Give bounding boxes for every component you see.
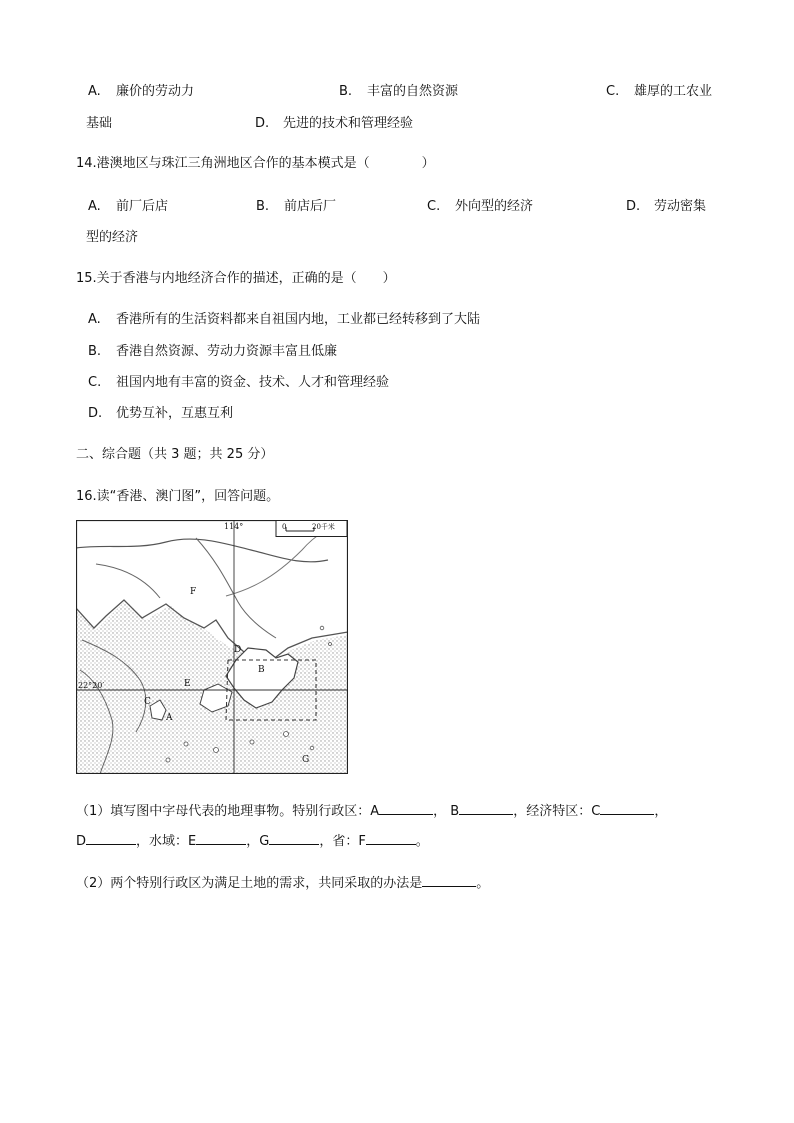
q15-option-c <box>88 374 389 392</box>
q13-option-b <box>339 83 458 101</box>
option-key: B. <box>339 84 353 99</box>
answer-blank-g[interactable] <box>269 831 319 845</box>
answer-blank-c[interactable] <box>600 801 654 815</box>
map-label-e: E <box>184 679 191 689</box>
q14-option-d-continued: 型的经济 <box>86 230 139 245</box>
island <box>184 742 188 746</box>
sub1-text-c: ，经济特区：C <box>513 804 601 819</box>
option-key: B. <box>256 199 270 214</box>
island <box>250 740 254 744</box>
island <box>320 626 324 630</box>
sub1-text-period: 。 <box>415 834 429 849</box>
option-key: D. <box>88 406 103 421</box>
map-label-d: D <box>234 645 242 655</box>
option-text: 前厂后店 <box>116 199 169 214</box>
sub2-text-period: 。 <box>476 876 490 891</box>
river-2 <box>96 564 160 598</box>
answer-blank-f[interactable] <box>366 831 416 845</box>
scale-label: 20千米 <box>312 523 335 531</box>
map-label-f: F <box>190 587 197 597</box>
option-text: 祖国内地有丰富的资金、技术、人才和管理经验 <box>116 375 390 390</box>
sub1-text-f: ，省：F <box>319 834 366 849</box>
sub1-text-b: ， B <box>433 804 460 819</box>
island <box>329 643 332 646</box>
q14-option-b <box>256 198 336 216</box>
option-text: 劳动密集 <box>654 199 707 214</box>
q13-option-d <box>255 115 413 133</box>
option-text: 廉价的劳动力 <box>116 84 195 99</box>
option-key: C. <box>427 199 441 214</box>
q15-option-a <box>88 311 480 329</box>
answer-blank-e[interactable] <box>196 831 246 845</box>
sub1-text-a: （1）填写图中字母代表的地理事物。特别行政区：A <box>76 804 380 819</box>
q16-stem: 16.读“香港、澳门图”，回答问题。 <box>76 489 280 504</box>
q13-option-c-continued: 基础 <box>86 116 113 131</box>
option-key: D. <box>626 199 641 214</box>
scale-zero: 0 <box>282 523 287 531</box>
q14-option-a <box>88 198 168 216</box>
option-text: 优势互补，互惠互利 <box>116 406 234 421</box>
q15-option-d <box>88 405 233 423</box>
sub1-text-g: ，G <box>246 834 270 849</box>
island <box>166 758 170 762</box>
latitude-label: 22°20′ <box>78 681 105 690</box>
q16-sub2 <box>76 873 489 893</box>
option-text: 丰富的自然资源 <box>367 84 459 99</box>
option-text: 香港自然资源、劳动力资源丰富且低廉 <box>116 344 338 359</box>
sub1-text-end: ， <box>654 804 668 819</box>
option-text: 前店后厂 <box>284 199 337 214</box>
answer-blank-b[interactable] <box>459 801 513 815</box>
answer-blank-a[interactable] <box>379 801 433 815</box>
longitude-label: 114° <box>224 522 244 531</box>
sub2-text: （2）两个特别行政区为满足土地的需求，共同采取的办法是 <box>76 876 423 891</box>
q13-option-a <box>88 83 194 101</box>
island <box>284 732 289 737</box>
island <box>310 746 314 750</box>
q13-option-c <box>606 83 712 101</box>
q14-stem: 14.港澳地区与珠江三角洲地区合作的基本模式是（ ） <box>76 156 435 171</box>
option-key: A. <box>88 312 101 327</box>
answer-blank-method[interactable] <box>422 873 476 887</box>
section-2-heading: 二、综合题（共 3 题；共 25 分） <box>76 447 274 462</box>
q15-stem: 15.关于香港与内地经济合作的描述，正确的是（ ） <box>76 271 396 286</box>
sub1-text-e: ，水域：E <box>136 834 197 849</box>
hong-kong-macau-map <box>76 520 348 774</box>
option-key: A. <box>88 84 101 99</box>
map-label-a: A <box>166 713 173 723</box>
option-key: C. <box>606 84 620 99</box>
q14-option-d <box>626 198 706 216</box>
option-text: 香港所有的生活资料都来自祖国内地，工业都已经转移到了大陆 <box>116 312 481 327</box>
map-label-c: C <box>144 697 151 707</box>
option-key: B. <box>88 344 102 359</box>
q16-sub1-line2 <box>76 831 429 851</box>
sub1-text-d: D <box>76 834 87 849</box>
q14-option-c <box>427 198 533 216</box>
island <box>214 748 219 753</box>
option-key: C. <box>88 375 102 390</box>
option-text: 先进的技术和管理经验 <box>283 116 414 131</box>
river-1 <box>76 539 328 562</box>
map-label-g: G <box>302 755 310 765</box>
option-key: D. <box>255 116 270 131</box>
option-text: 外向型的经济 <box>455 199 534 214</box>
map-label-b: B <box>258 665 265 675</box>
answer-blank-d[interactable] <box>86 831 136 845</box>
q16-sub1-line1 <box>76 801 667 821</box>
q15-option-b <box>88 343 337 361</box>
option-text: 雄厚的工农业 <box>634 84 713 99</box>
option-key: A. <box>88 199 101 214</box>
